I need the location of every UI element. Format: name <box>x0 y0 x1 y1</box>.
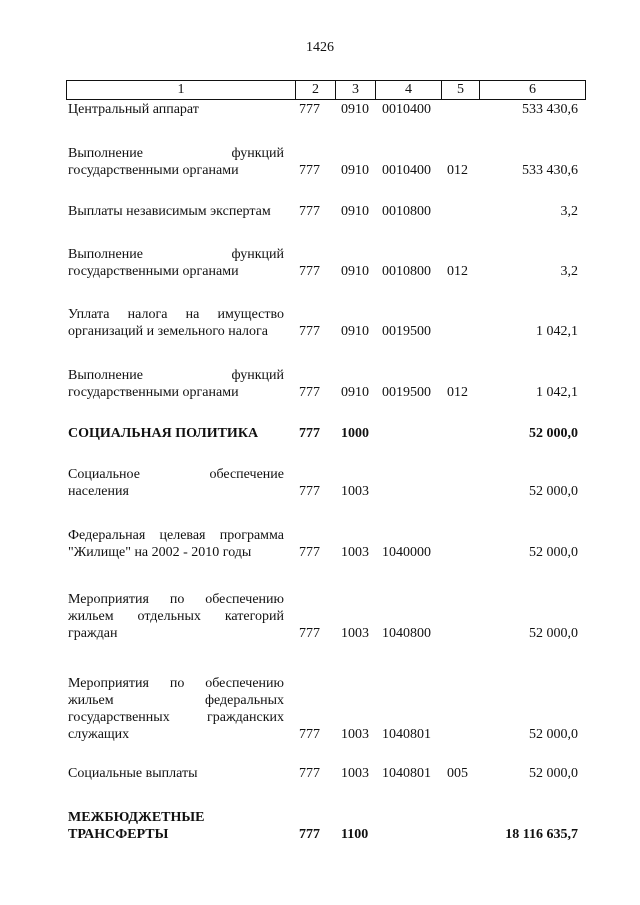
row-cell-c3: 1003 <box>341 727 369 742</box>
row-name-line: Мероприятия по обеспечению <box>68 676 284 691</box>
row-cell-c5: 012 <box>447 385 468 400</box>
row-name-line: Выполнение функций <box>68 146 284 161</box>
row-name-line: СОЦИАЛЬНАЯ ПОЛИТИКА <box>68 426 259 441</box>
row-cell-c2: 777 <box>299 163 320 178</box>
row-cell-c3: 1003 <box>341 545 369 560</box>
row-name <box>68 203 284 220</box>
row-cell-c5: 005 <box>447 766 468 781</box>
row-cell-c4: 1040800 <box>382 626 431 641</box>
row-name <box>68 367 284 401</box>
row-cell-c4: 1040801 <box>382 766 431 781</box>
row-cell-c3: 1003 <box>341 766 369 781</box>
row-cell-c2: 777 <box>299 766 320 781</box>
row-name-line: государственными органами <box>68 385 239 400</box>
row-cell-c6: 52 000,0 <box>529 727 578 742</box>
row-cell-c4: 0010400 <box>382 102 431 117</box>
row-cell-c6: 533 430,6 <box>522 163 578 178</box>
row-name-line: "Жилище" на 2002 - 2010 годы <box>68 545 252 560</box>
row-name-line: Социальные выплаты <box>68 766 198 781</box>
row-name <box>68 765 284 782</box>
row-cell-c6: 52 000,0 <box>529 426 578 441</box>
row-name-line: государственными органами <box>68 163 239 178</box>
row-cell-c6: 533 430,6 <box>522 102 578 117</box>
row-cell-c2: 777 <box>299 102 320 117</box>
row-cell-c2: 777 <box>299 727 320 742</box>
row-name <box>68 809 284 843</box>
row-name-line: Выполнение функций <box>68 368 284 383</box>
row-name-line: Мероприятия по обеспечению <box>68 592 284 607</box>
row-cell-c6: 1 042,1 <box>536 324 578 339</box>
row-cell-c3: 0910 <box>341 264 369 279</box>
row-cell-c3: 1100 <box>341 827 369 842</box>
row-name-line: государственными органами <box>68 264 239 279</box>
row-cell-c5: 012 <box>447 264 468 279</box>
row-name-line: Центральный аппарат <box>68 102 199 117</box>
row-cell-c2: 777 <box>299 385 320 400</box>
page-number: 1426 <box>306 40 334 55</box>
row-cell-c3: 0910 <box>341 163 369 178</box>
row-cell-c6: 52 000,0 <box>529 626 578 641</box>
row-cell-c4: 1040801 <box>382 727 431 742</box>
row-name <box>68 527 284 561</box>
row-name-line: Выполнение функций <box>68 247 284 262</box>
row-cell-c6: 52 000,0 <box>529 545 578 560</box>
header-col-6: 6 <box>479 81 585 99</box>
row-name-line: Федеральная целевая программа <box>68 528 284 543</box>
row-name <box>68 591 284 642</box>
row-name-line: организаций и земельного налога <box>68 324 268 339</box>
row-cell-c4: 1040000 <box>382 545 431 560</box>
row-cell-c3: 0910 <box>341 324 369 339</box>
row-cell-c3: 1003 <box>341 626 369 641</box>
row-name-line: жильем федеральных <box>68 693 284 708</box>
row-cell-c2: 777 <box>299 264 320 279</box>
row-cell-c6: 3,2 <box>560 264 578 279</box>
row-cell-c6: 52 000,0 <box>529 766 578 781</box>
row-cell-c6: 52 000,0 <box>529 484 578 499</box>
row-cell-c2: 777 <box>299 484 320 499</box>
row-name <box>68 306 284 340</box>
row-name-line: жильем отдельных категорий <box>68 609 284 624</box>
row-cell-c6: 1 042,1 <box>536 385 578 400</box>
row-cell-c3: 0910 <box>341 204 369 219</box>
row-cell-c4: 0010800 <box>382 204 431 219</box>
row-name-line: Уплата налога на имущество <box>68 307 284 322</box>
row-cell-c2: 777 <box>299 204 320 219</box>
row-name <box>68 101 284 118</box>
row-cell-c2: 777 <box>299 324 320 339</box>
row-name-line: населения <box>68 484 129 499</box>
row-cell-c6: 18 116 635,7 <box>505 827 578 842</box>
row-cell-c3: 1000 <box>341 426 369 441</box>
row-name <box>68 246 284 280</box>
row-name-line: ТРАНСФЕРТЫ <box>68 827 169 842</box>
row-name <box>68 466 284 500</box>
table-header <box>66 80 586 100</box>
row-name-line: МЕЖБЮДЖЕТНЫЕ <box>68 810 205 825</box>
row-cell-c4: 0010800 <box>382 264 431 279</box>
header-col-4: 4 <box>375 81 441 99</box>
row-name-line: служащих <box>68 727 130 742</box>
row-cell-c3: 1003 <box>341 484 369 499</box>
row-cell-c4: 0019500 <box>382 385 431 400</box>
row-name-line: государственных гражданских <box>68 710 284 725</box>
row-cell-c2: 777 <box>299 426 320 441</box>
row-cell-c3: 0910 <box>341 102 369 117</box>
header-col-1: 1 <box>177 82 185 97</box>
row-name-line: Социальное обеспечение <box>68 467 284 482</box>
row-cell-c4: 0019500 <box>382 324 431 339</box>
row-cell-c4: 0010400 <box>382 163 431 178</box>
row-cell-c6: 3,2 <box>560 204 578 219</box>
row-name-line: граждан <box>68 626 118 641</box>
row-name <box>68 145 284 179</box>
header-col-3: 3 <box>335 81 375 99</box>
row-name-line: Выплаты независимым экспертам <box>68 204 271 219</box>
row-cell-c3: 0910 <box>341 385 369 400</box>
row-cell-c2: 777 <box>299 626 320 641</box>
header-col-5: 5 <box>441 81 479 99</box>
row-cell-c2: 777 <box>299 545 320 560</box>
row-name <box>68 425 284 442</box>
row-cell-c5: 012 <box>447 163 468 178</box>
row-cell-c2: 777 <box>299 827 320 842</box>
row-name <box>68 675 284 743</box>
header-col-2: 2 <box>295 81 335 99</box>
